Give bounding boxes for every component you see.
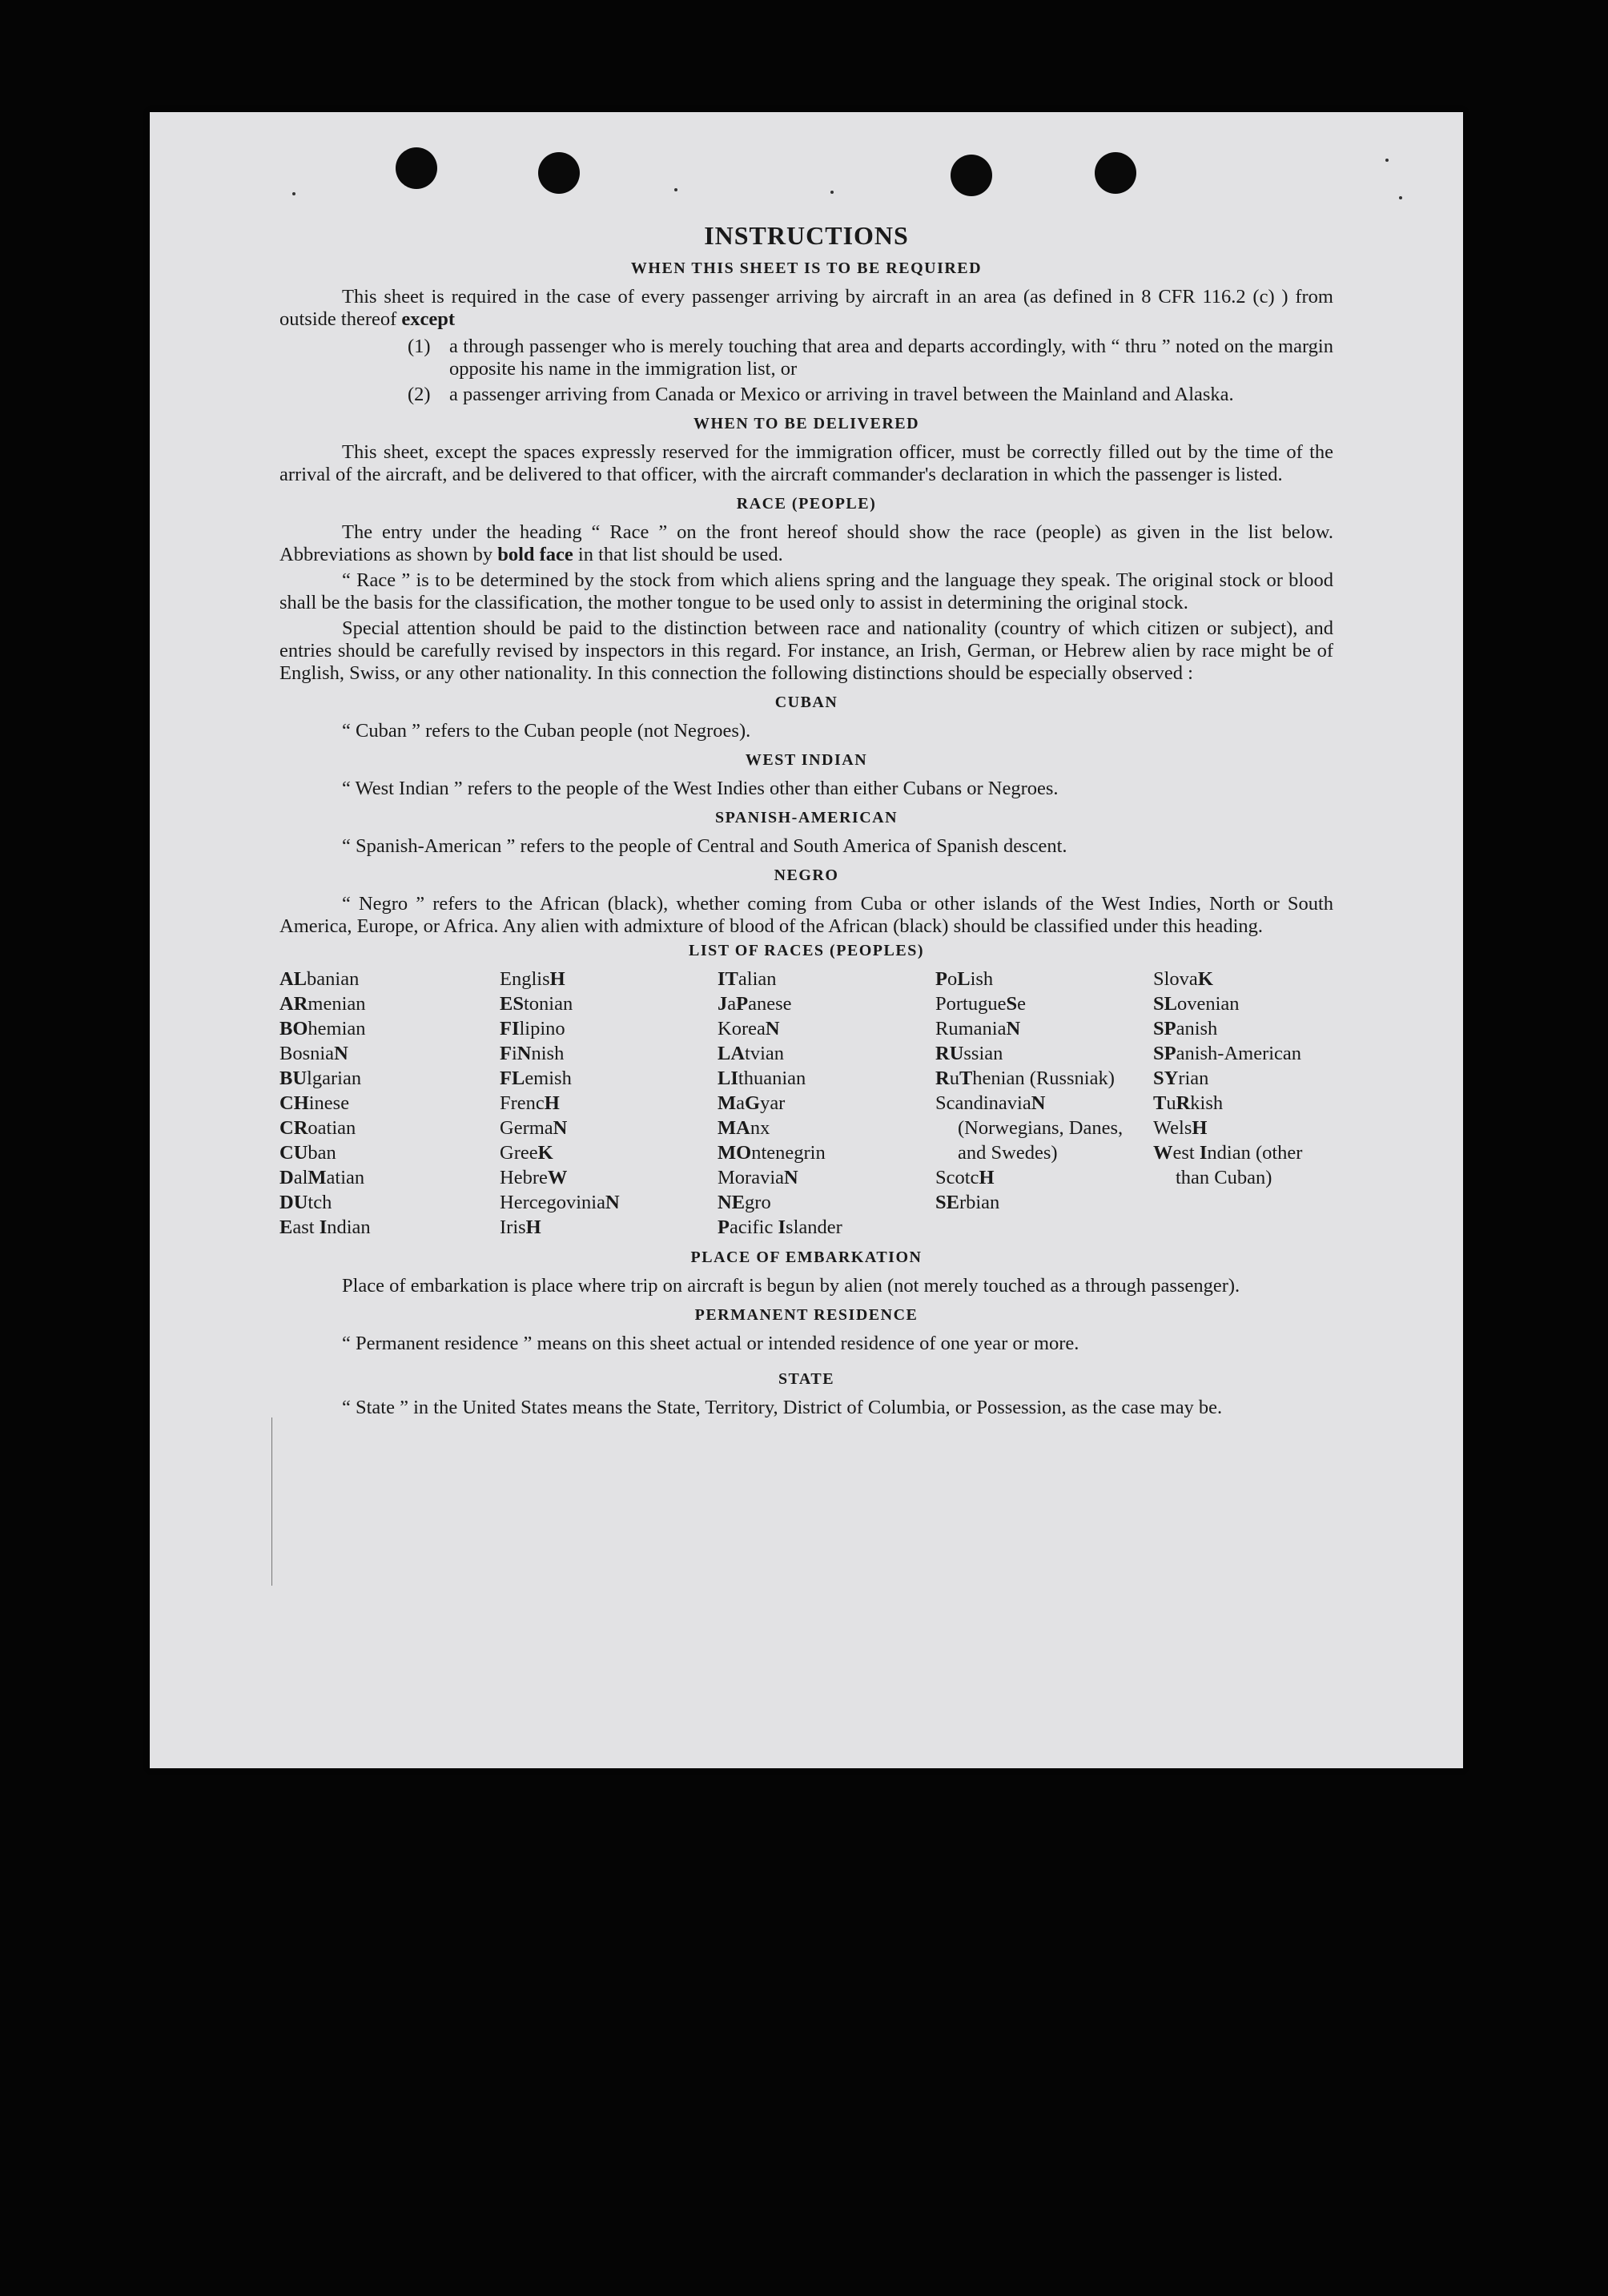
race-entry: GermaN: [500, 1117, 568, 1139]
race-paragraph-2: “ Race ” is to be determined by the stock from which aliens spring and the language they speak. The original stock or blood shall be the basis for the classification, the mother tongue to be used only to assist in determining the original stock.: [279, 569, 1333, 613]
state-text: “ State ” in the United States means the State, Territory, District of Columbia, or Possession, as the case may be.: [342, 1397, 1223, 1418]
race-entry: SErbian: [935, 1192, 1000, 1213]
race-entry: SPanish-American: [1153, 1043, 1302, 1064]
instructions-body: [279, 220, 1333, 1422]
speck: [1399, 196, 1402, 199]
race-entry: SlovaK: [1153, 968, 1213, 990]
race-entry: LIthuanian: [718, 1068, 806, 1089]
race-entry: DUtch: [279, 1192, 332, 1213]
margin-rule: [271, 1417, 272, 1586]
race-entry: Pacific Islander: [718, 1216, 842, 1238]
race-entry: HebreW: [500, 1167, 568, 1188]
spanish-american-text: “ Spanish-American ” refers to the people of Central and South America of Spanish descent.: [342, 835, 1067, 857]
heading-cuban: CUBAN: [774, 694, 838, 711]
race-entry: LAtvian: [718, 1043, 785, 1064]
race-entry: ITalian: [718, 968, 777, 990]
race-entry: PoLish: [935, 968, 994, 990]
race-paragraph-1: The entry under the heading “ Race ” on the front hereof should show the race (people) as given in the list below. Abbreviations as shown by bold face in that list should be used.: [279, 521, 1333, 565]
heading-race: RACE (PEOPLE): [736, 495, 877, 513]
race-entry: SYrian: [1153, 1068, 1209, 1089]
race-paragraph-3: Special attention should be paid to the distinction between race and nationality (country of which citizen or subject), and entries should be carefully revised by inspectors in this regard. For instance, an Irish, German, or Hebrew alien by race might be of English, Swiss, or any other nationality. In this connection the following distinctions should be especially observed :: [279, 617, 1333, 684]
races-column: [279, 967, 500, 1240]
document-page: [150, 112, 1463, 1768]
heading-list-of-races: LIST OF RACES (PEOPLES): [688, 942, 924, 959]
required-exceptions-list: [279, 336, 1333, 406]
except-bold: except: [401, 308, 456, 330]
race-entry: EStonian: [500, 993, 573, 1015]
race-entry: MoraviaN: [718, 1167, 798, 1188]
race-entry: WelsH: [1153, 1117, 1208, 1139]
race-entry: CUban: [279, 1142, 336, 1164]
heading-delivered: WHEN TO BE DELIVERED: [693, 415, 920, 432]
race-entry: KoreaN: [718, 1018, 780, 1039]
race-entry: RumaniaN: [935, 1018, 1021, 1039]
required-intro: This sheet is required in the case of every passenger arriving by aircraft in an area (as defined in 8 CFR 116.2 (c) ) from outside thereof except: [279, 286, 1333, 330]
race-entry: BUlgarian: [279, 1068, 362, 1089]
delivered-text: This sheet, except the spaces expressly reserved for the immigration officer, must be correctly filled out by the time of the arrival of the aircraft, and be delivered to that officer, with the aircraft commander's declaration in which the passenger is listed.: [279, 441, 1333, 485]
race-entry: SLovenian: [1153, 993, 1240, 1015]
races-column: [500, 967, 718, 1240]
race-entry: DalMatian: [279, 1167, 365, 1188]
speck: [292, 192, 295, 195]
race-entry: JaPanese: [718, 993, 792, 1015]
races-list: [279, 967, 1333, 1240]
race-entry: FLemish: [500, 1068, 572, 1089]
race-entry: MAnx: [718, 1117, 770, 1139]
heading-required: WHEN THIS SHEET IS TO BE REQUIRED: [630, 259, 983, 277]
punch-hole-4: [1095, 152, 1136, 194]
speck: [1385, 159, 1389, 162]
heading-state: STATE: [778, 1370, 835, 1388]
races-column: [1153, 967, 1333, 1240]
race-entry: IrisH: [500, 1216, 541, 1238]
race-entry: GreeK: [500, 1142, 553, 1164]
race-entry: FIlipino: [500, 1018, 565, 1039]
residence-text: “ Permanent residence ” means on this sheet actual or intended residence of one year or more.: [342, 1333, 1079, 1354]
race-entry: TuRkish: [1153, 1092, 1224, 1114]
races-column: [718, 967, 935, 1240]
race-entry: CRoatian: [279, 1117, 356, 1139]
heading-residence: PERMANENT RESIDENCE: [694, 1306, 919, 1324]
west-indian-text: “ West Indian ” refers to the people of the West Indies other than either Cubans or Negroes.: [342, 778, 1059, 799]
race-entry: FiNnish: [500, 1043, 565, 1064]
race-entry: BosniaN: [279, 1043, 348, 1064]
punch-hole-2: [538, 152, 580, 194]
heading-west-indian: WEST INDIAN: [745, 751, 868, 769]
race-entry: MOntenegrin: [718, 1142, 826, 1164]
speck: [674, 188, 677, 191]
heading-spanish-american: SPANISH-AMERICAN: [714, 809, 898, 826]
races-column: [935, 967, 1153, 1240]
heading-negro: NEGRO: [774, 867, 839, 884]
punch-hole-3: [951, 155, 992, 196]
race-entry: FrencH: [500, 1092, 560, 1114]
race-entry: SPanish: [1153, 1018, 1218, 1039]
race-entry: BOhemian: [279, 1018, 366, 1039]
race-entry: ScandinaviaN (Norwegians, Danes, and Swedes): [935, 1092, 1124, 1164]
cuban-text: “ Cuban ” refers to the Cuban people (not Negroes).: [342, 720, 751, 742]
bold-face-text: bold face: [497, 544, 573, 565]
race-entry: RUssian: [935, 1043, 1003, 1064]
race-entry: HercegoviniaN: [500, 1192, 620, 1213]
heading-embarkation: PLACE OF EMBARKATION: [690, 1249, 923, 1266]
race-entry: RuThenian (Russniak): [935, 1068, 1115, 1089]
race-entry: PortugueSe: [935, 993, 1026, 1015]
list-item: (2) a passenger arriving from Canada or Mexico or arriving in travel between the Mainland and Alaska.: [408, 384, 1234, 405]
race-entry: West Indian (other than Cuban): [1153, 1142, 1303, 1188]
race-entry: ALbanian: [279, 968, 360, 990]
race-entry: CHinese: [279, 1092, 350, 1114]
race-entry: EnglisH: [500, 968, 565, 990]
speck: [830, 191, 834, 194]
race-entry: ARmenian: [279, 993, 366, 1015]
race-entry: MaGyar: [718, 1092, 786, 1114]
list-item: (1) a through passenger who is merely touching that area and departs accordingly, with “ thru ” noted on the margin opposite his name in the immigration list, or: [408, 336, 1333, 380]
page-title: INSTRUCTIONS: [704, 221, 909, 250]
negro-text: “ Negro ” refers to the African (black), whether coming from Cuba or other islands of the West Indies, North or South America, Europe, or Africa. Any alien with admixture of blood of the African (black) should be classified under this heading.: [279, 893, 1333, 937]
race-entry: East Indian: [279, 1216, 371, 1238]
race-entry: ScotcH: [935, 1167, 995, 1188]
embarkation-text: Place of embarkation is place where trip on aircraft is begun by alien (not merely touched as a through passenger).: [342, 1275, 1240, 1297]
punch-hole-1: [396, 147, 437, 189]
race-entry: NEgro: [718, 1192, 771, 1213]
